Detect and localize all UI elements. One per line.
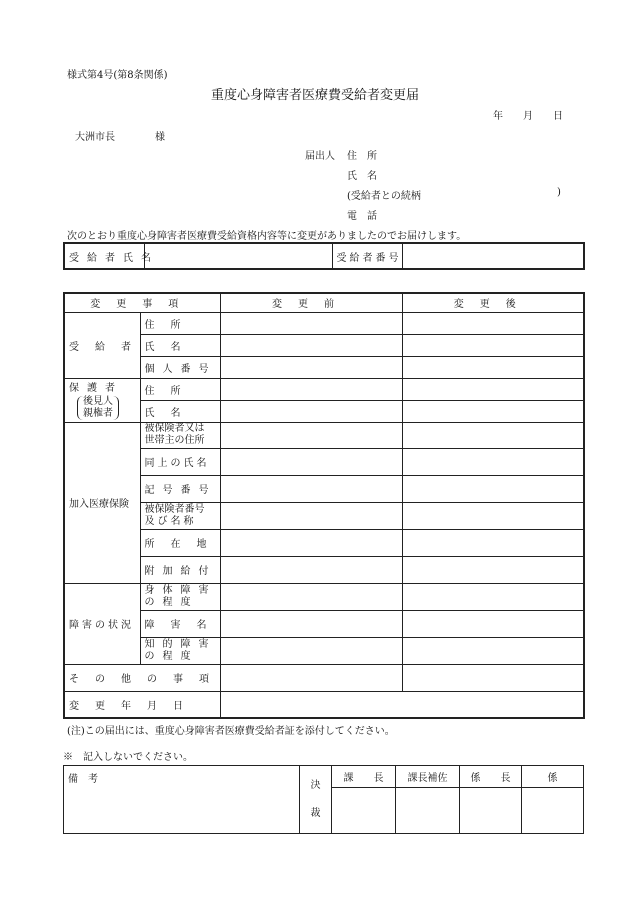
recipient-name-after[interactable]	[402, 334, 584, 356]
row-label-additional-benefit: 附加給付	[140, 556, 220, 583]
change-date-field[interactable]	[220, 691, 584, 718]
guardian-sub-parent: 親権者	[83, 407, 113, 419]
office-use-table	[63, 765, 584, 834]
row-label-symbol-number: 記号番号	[140, 475, 220, 502]
decision-cell	[300, 766, 332, 834]
location-before[interactable]	[220, 529, 402, 556]
insurer-number-before[interactable]	[220, 502, 402, 529]
row-label-guardian-name: 氏名	[140, 400, 220, 422]
subsection-chief-stamp[interactable]	[460, 788, 522, 834]
row-label-other: その他の事項	[64, 664, 220, 691]
recipient-table	[63, 242, 585, 270]
intellectual-degree-after[interactable]	[402, 637, 584, 664]
applicant-name-label: 氏 名	[347, 171, 377, 182]
guardian-name-after[interactable]	[402, 400, 584, 422]
remarks-label: 備 考	[68, 774, 98, 785]
personal-number-after[interactable]	[402, 356, 584, 378]
form-title: 重度心身障害者医療費受給者変更届	[210, 88, 419, 103]
insurance-group-label: 加入医療保険	[64, 422, 140, 583]
same-name-after[interactable]	[402, 448, 584, 475]
guardian-address-after[interactable]	[402, 378, 584, 400]
row-label-insured-address	[140, 422, 220, 448]
insurer-number-after[interactable]	[402, 502, 584, 529]
assistant-chief-stamp[interactable]	[396, 788, 460, 834]
recipient-number-label: 受給者番号	[332, 243, 402, 269]
guardian-group-label: 保護者	[69, 382, 123, 394]
guardian-name-before[interactable]	[220, 400, 402, 422]
footnote: (注)この届出には、重度心身障害者医療費受給者証を添付してください。	[67, 726, 395, 737]
recipient-number-field[interactable]	[402, 243, 584, 269]
other-after[interactable]	[402, 664, 584, 691]
symbol-number-after[interactable]	[402, 475, 584, 502]
row-label-intellectual-degree	[140, 637, 220, 664]
insurer-number-line-2: 及び名称	[144, 515, 197, 527]
applicant-phone-label: 電 話	[347, 211, 377, 222]
row-label-same-name: 同上の氏名	[140, 448, 220, 475]
row-label-insurer-number	[140, 502, 220, 529]
date-day-label: 日	[553, 111, 563, 122]
decision-char-1: 決	[310, 779, 321, 791]
row-label-name: 氏名	[140, 334, 220, 356]
additional-benefit-after[interactable]	[402, 556, 584, 583]
applicant-address-label: 住 所	[347, 151, 377, 162]
date-month-label: 月	[523, 111, 533, 122]
remarks-cell[interactable]	[64, 766, 300, 834]
intellectual-degree-line-1: 知的障害	[144, 638, 217, 650]
recipient-name-label: 受給者氏名	[64, 243, 144, 269]
applicant-label: 届出人	[305, 151, 335, 162]
location-after[interactable]	[402, 529, 584, 556]
insured-address-line-1: 被保険者又は	[144, 423, 205, 434]
col-header-before: 変更前	[220, 293, 402, 312]
addressee-suffix: 様	[155, 132, 165, 143]
form-number: 様式第4号(第8条関係)	[67, 70, 168, 81]
row-label-address: 住所	[140, 312, 220, 334]
other-before[interactable]	[220, 664, 402, 691]
symbol-number-before[interactable]	[220, 475, 402, 502]
physical-degree-before[interactable]	[220, 583, 402, 610]
intro-text: 次のとおり重度心身障害者医療費受給資格内容等に変更がありましたのでお届けします。	[67, 231, 467, 242]
section-chief-stamp[interactable]	[332, 788, 396, 834]
staff-stamp[interactable]	[522, 788, 584, 834]
insured-address-line-2: 世帯主の住所	[144, 435, 205, 446]
recipient-group-label: 受給者	[64, 312, 140, 378]
intellectual-degree-before[interactable]	[220, 637, 402, 664]
recipient-name-field[interactable]	[144, 243, 332, 269]
assistant-chief-label: 課長補佐	[396, 766, 460, 788]
addressee: 大洲市長	[75, 132, 115, 143]
row-label-disability-name: 障害名	[140, 610, 220, 637]
disability-name-before[interactable]	[220, 610, 402, 637]
section-chief-label: 課 長	[332, 766, 396, 788]
applicant-relation-label: (受給者との続柄	[347, 191, 421, 202]
disability-name-after[interactable]	[402, 610, 584, 637]
change-table	[63, 292, 585, 719]
decision-char-2: 裁	[310, 807, 321, 819]
physical-degree-after[interactable]	[402, 583, 584, 610]
intellectual-degree-line-2: の程度	[144, 650, 199, 662]
row-label-physical-degree	[140, 583, 220, 610]
row-label-personal-number: 個人番号	[140, 356, 220, 378]
recipient-address-before[interactable]	[220, 312, 402, 334]
guardian-sub-guardian: 後見人	[83, 395, 113, 407]
office-use-notice: ※ 記入しないでください。	[63, 752, 193, 763]
insured-address-before[interactable]	[220, 422, 402, 448]
insurer-number-line-1: 被保険者番号	[144, 503, 205, 515]
recipient-address-after[interactable]	[402, 312, 584, 334]
row-label-guardian-address: 住所	[140, 378, 220, 400]
physical-degree-line-1: 身体障害	[144, 584, 217, 596]
same-name-before[interactable]	[220, 448, 402, 475]
personal-number-before[interactable]	[220, 356, 402, 378]
guardian-address-before[interactable]	[220, 378, 402, 400]
applicant-relation-close: )	[557, 187, 561, 198]
physical-degree-line-2: の程度	[144, 596, 199, 608]
additional-benefit-before[interactable]	[220, 556, 402, 583]
insured-address-after[interactable]	[402, 422, 584, 448]
recipient-name-before[interactable]	[220, 334, 402, 356]
row-label-location: 所在地	[140, 529, 220, 556]
disability-group-label: 障害の状況	[64, 583, 140, 664]
guardian-group-cell	[64, 378, 140, 422]
col-header-after: 変更後	[402, 293, 584, 312]
staff-label: 係	[522, 766, 584, 788]
subsection-chief-label: 係 長	[460, 766, 522, 788]
col-header-item: 変更事項	[64, 293, 220, 312]
guardian-subtype-box	[77, 396, 119, 420]
row-label-change-date: 変更年月日	[64, 691, 220, 718]
date-year-label: 年	[493, 111, 503, 122]
